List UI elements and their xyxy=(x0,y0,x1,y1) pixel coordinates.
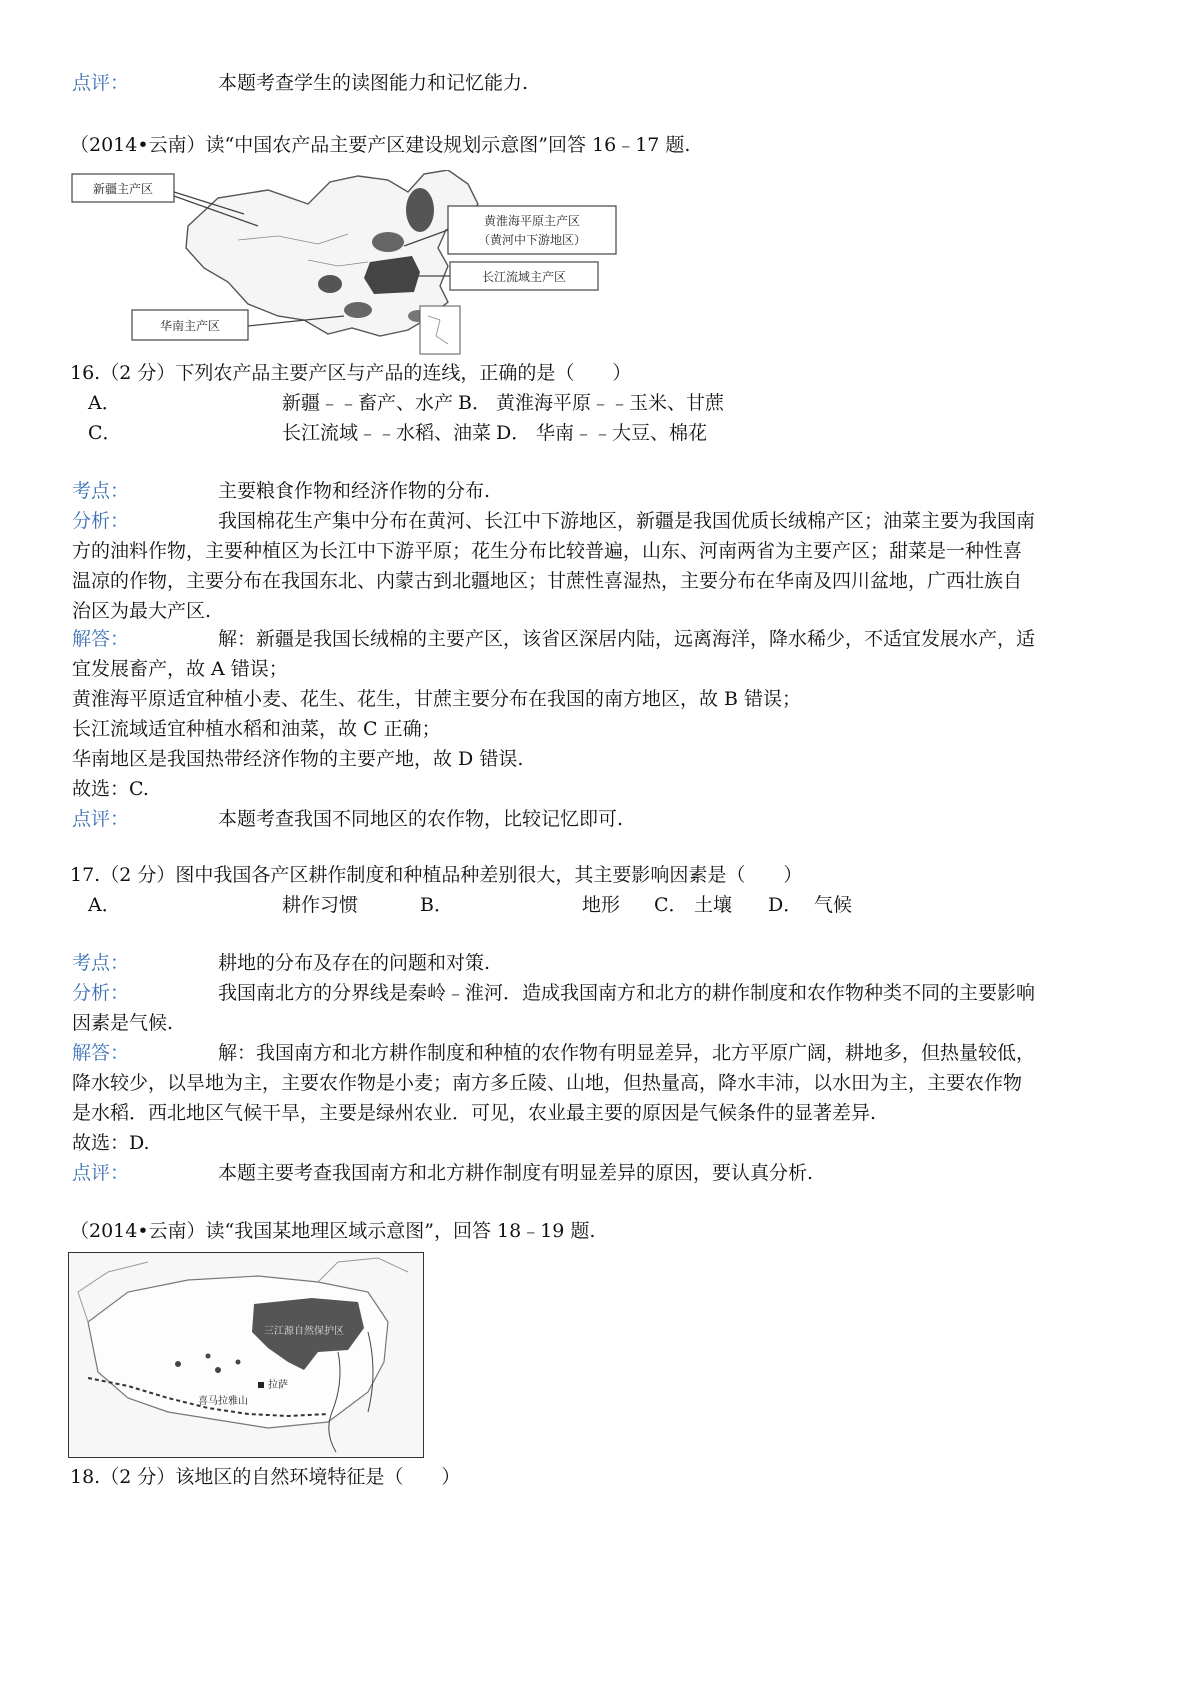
q16-jieda-line3: 黄淮海平原适宜种植小麦、花生、花生，甘蔗主要分布在我国的南方地区，故 B 错误； xyxy=(72,688,802,710)
q16-option-b: 黄淮海平原﹣﹣玉米、甘蔗 xyxy=(496,392,725,414)
tibet-region-map-figure xyxy=(68,1252,424,1458)
map1-label-huanghuaihai-sub: （黄河中下游地区） xyxy=(477,233,587,247)
q17-fenxi-line2: 因素是气候. xyxy=(72,1012,174,1034)
q16-fenxi-label: 分析： xyxy=(72,510,130,532)
q17-dianping: 本题主要考查我国南方和北方耕作制度有明显差异的原因，要认真分析. xyxy=(218,1162,814,1184)
map2-label-lhasa: 拉萨 xyxy=(268,1380,288,1391)
q16-option-c-letter: C． xyxy=(88,422,122,444)
map1-label-changjiang: 长江流域主产区 xyxy=(481,270,567,284)
q16-option-d: 华南﹣﹣大豆、棉花 xyxy=(536,422,708,444)
q16-fenxi-line3: 温凉的作物，主要分布在我国东北、内蒙古到北疆地区；甘蔗性喜湿热，主要分布在华南及四川盆地，广西壮族自 xyxy=(72,570,1023,592)
map1-label-xinjiang: 新疆主产区 xyxy=(92,182,154,196)
map2-label-himalaya: 喜马拉雅山 xyxy=(198,1396,248,1407)
q17-option-a: 耕作习惯 xyxy=(282,894,359,916)
q16-answer: 故选：C. xyxy=(72,778,149,800)
q17-dianping-label: 点评： xyxy=(72,1162,130,1184)
q17-fenxi-line1: 我国南北方的分界线是秦岭﹣淮河．造成我国南方和北方的耕作制度和农作物种类不同的主要影响 xyxy=(218,982,1036,1004)
q17-jieda-line3: 是水稻．西北地区气候干旱，主要是绿州农业．可见，农业最主要的原因是气候条件的显著差异. xyxy=(72,1102,877,1124)
q17-answer: 故选：D. xyxy=(72,1132,150,1154)
q17-option-d-letter: D． xyxy=(768,894,803,916)
q16-option-c: 长江流域﹣﹣水稻、油菜 xyxy=(282,422,492,444)
q17-option-b-letter: B． xyxy=(420,894,453,916)
map1-label-huanghuaihai: 黄淮海平原主产区 xyxy=(483,214,581,228)
q17-option-b: 地形 xyxy=(582,894,621,916)
q16-jieda-label: 解答： xyxy=(72,628,130,650)
q17-option-c: 土壤 xyxy=(694,894,733,916)
q16-option-d-letter: D． xyxy=(496,422,531,444)
q16-fenxi-line4: 治区为最大产区. xyxy=(72,600,212,622)
q16-fenxi-line1: 我国棉花生产集中分布在黄河、长江中下游地区，新疆是我国优质长绒棉产区；油菜主要为我国南 xyxy=(218,510,1036,532)
q16-jieda-line5: 华南地区是我国热带经济作物的主要产地，故 D 错误. xyxy=(72,748,524,770)
q16-jieda-line1: 解：新疆是我国长绒棉的主要产区，该省区深居内陆，远离海洋，降水稀少，不适宜发展水产，适 xyxy=(218,628,1036,650)
q16-kaodian: 主要粮食作物和经济作物的分布. xyxy=(218,480,491,502)
q16-option-b-letter: B． xyxy=(458,392,491,414)
q16-jieda-line2: 宜发展畜产，故 A 错误； xyxy=(72,658,288,680)
map1-label-huanan: 华南主产区 xyxy=(159,319,221,333)
q16-dianping-label: 点评： xyxy=(72,808,130,830)
intro-18-19: （2014•云南）读“我国某地理区域示意图”，回答 18﹣19 题. xyxy=(70,1220,596,1242)
comment-label: 点评： xyxy=(72,72,130,94)
q17-stem: 17.（2 分）图中我国各产区耕作制度和种植品种差别很大，其主要影响因素是（ ） xyxy=(70,864,803,886)
q16-kaodian-label: 考点： xyxy=(72,480,130,502)
q16-option-a: 新疆﹣﹣畜产、水产 xyxy=(282,392,454,414)
q16-jieda-line4: 长江流域适宜种植水稻和油菜，故 C 正确； xyxy=(72,718,441,740)
q17-option-d: 气候 xyxy=(814,894,853,916)
q17-jieda-label: 解答： xyxy=(72,1042,130,1064)
q17-fenxi-label: 分析： xyxy=(72,982,130,1004)
q17-option-a-letter: A． xyxy=(88,894,121,916)
q17-kaodian: 耕地的分布及存在的问题和对策. xyxy=(218,952,491,974)
q17-jieda-line1: 解：我国南方和北方耕作制度和种植的农作物有明显差异，北方平原广阔，耕地多，但热量较低， xyxy=(218,1042,1036,1064)
map2-label-sanjiangyuan: 三江源自然保护区 xyxy=(264,1326,344,1337)
intro-16-17: （2014•云南）读“中国农产品主要产区建设规划示意图”回答 16﹣17 题. xyxy=(70,134,691,156)
q18-stem: 18.（2 分）该地区的自然环境特征是（ ） xyxy=(70,1466,461,1488)
q16-fenxi-line2: 方的油料作物，主要种植区为长江中下游平原；花生分布比较普遍，山东、河南两省为主要产区；甜菜是一种性喜 xyxy=(72,540,1023,562)
comment-text: 本题考查学生的读图能力和记忆能力. xyxy=(218,72,529,94)
q17-kaodian-label: 考点： xyxy=(72,952,130,974)
q17-option-c-letter: C． xyxy=(654,894,688,916)
q16-option-a-letter: A． xyxy=(88,392,121,414)
q16-stem: 16.（2 分）下列农产品主要产区与产品的连线，正确的是（ ） xyxy=(70,362,632,384)
q17-jieda-line2: 降水较少，以旱地为主，主要农作物是小麦；南方多丘陵、山地，但热量高，降水丰沛，以水田为主，主要农作物 xyxy=(72,1072,1023,1094)
q16-dianping: 本题考查我国不同地区的农作物，比较记忆即可. xyxy=(218,808,624,830)
agriculture-map-figure xyxy=(68,170,628,358)
